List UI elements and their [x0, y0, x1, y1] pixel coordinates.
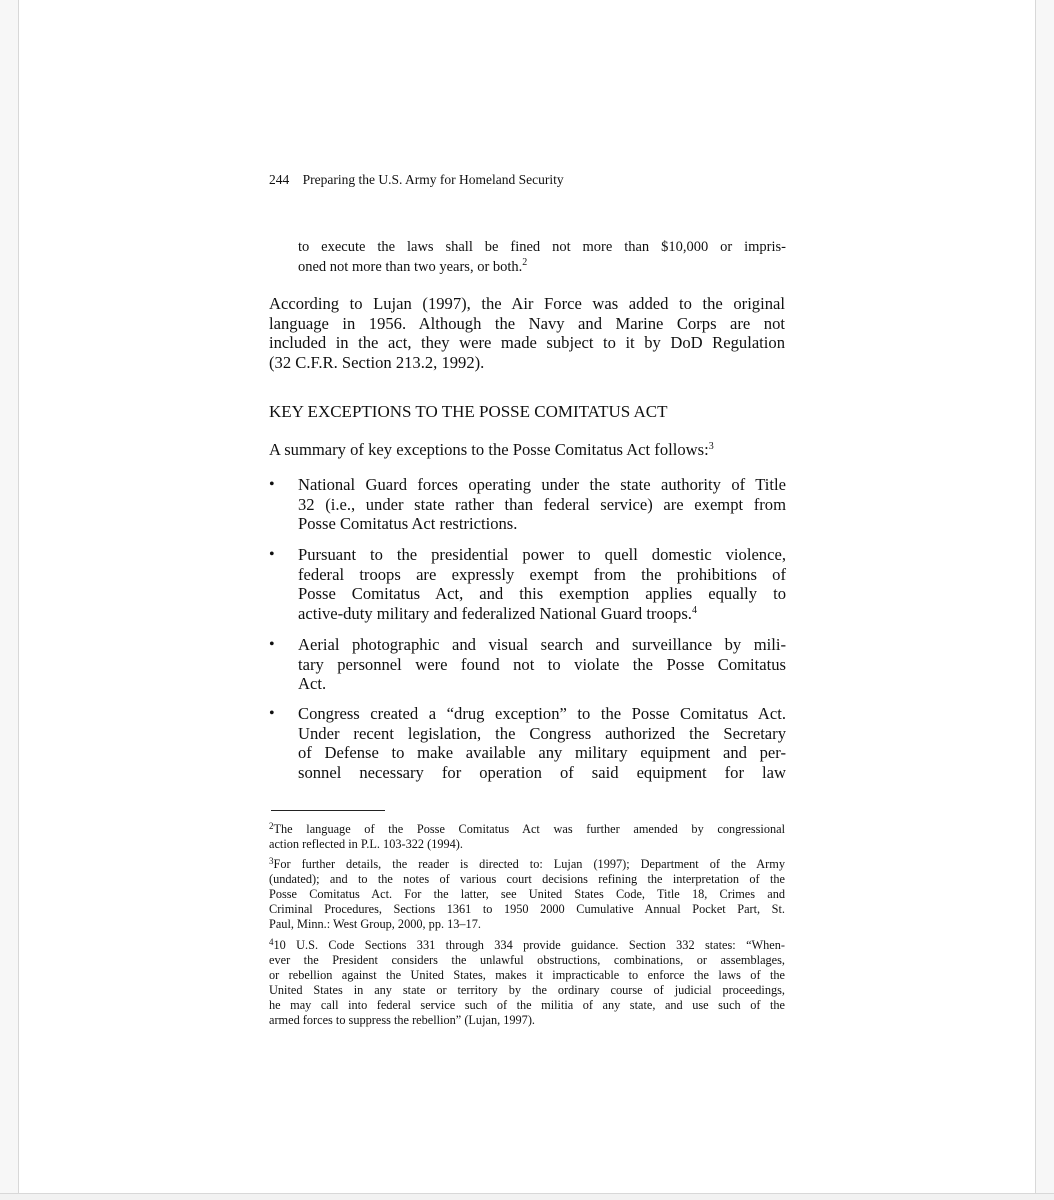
section-heading: KEY EXCEPTIONS TO THE POSSE COMITATUS ACT — [269, 402, 668, 421]
footnote-number: 4 — [269, 937, 274, 947]
paragraph-line: (32 C.F.R. Section 213.2, 1992). — [269, 352, 485, 372]
body-paragraph — [269, 294, 785, 372]
page-left-edge — [0, 0, 19, 1200]
book-title: Preparing the U.S. Army for Homeland Security — [302, 172, 564, 187]
footnote-ref: 4 — [691, 604, 697, 616]
footnote-ref: 3 — [708, 441, 714, 452]
footnote: $^4$10 U.S. Code Sections 331 through 334 provide guidance. Section 332 states: “When- ever the President considers the unlawful obstructions, combinations, or assemblages, or rebellion against the United States, makes it impracticable to enforce the laws of the United States in any state or territory by the ordinary course of judicial proceedings, he may call into federal service such of the militia of any state, and use such of the armed forces to suppress the rebellion” (Lujan, 1997). — [269, 937, 785, 1027]
bullet-dot: • — [269, 546, 275, 563]
paragraph-line: included in the act, they were made subject to it by DoD Regulation — [269, 333, 785, 353]
footnote-number: 3 — [269, 856, 274, 866]
paragraph-line: language in 1956. Although the Navy and Marine Corps are not — [269, 313, 785, 333]
page-number: 244 — [269, 172, 290, 187]
paragraph-line: According to Lujan (1997), the Air Force was added to the original — [269, 294, 785, 313]
footnote: $^2$The language of the Posse Comitatus Act was further amended by congressional action reflected in P.L. 103-322 (1994). — [269, 821, 785, 851]
intro-sentence: A summary of key exceptions to the Posse Comitatus Act follows:$^3$ — [269, 440, 714, 459]
footnote-rule — [271, 810, 385, 811]
bullet-text: Aerial photographic and visual search and surveillance by mili- tary personnel were found not to violate the Posse Comitatus Act. — [298, 635, 786, 694]
footnote-number: 2 — [269, 821, 274, 831]
bullet-dot: • — [269, 705, 275, 722]
block-quote — [298, 237, 786, 277]
bullet-text: Pursuant to the presidential power to quell domestic violence, federal troops are expressly exempt from the prohibitions of Posse Comitatus Act, and this exemption applies equally to active-duty military and federalized National Guard troops.$^4$ — [298, 545, 786, 623]
page-right-edge — [1035, 0, 1054, 1200]
bullet-dot: • — [269, 636, 275, 653]
footnote: $^3$For further details, the reader is directed to: Lujan (1997); Department of the Army (undated); and to the notes of various court decisions refining the interpretation of the Posse Comitatus Act. For the latter, see United States Code, Title 18, Crimes and Criminal Procedures, Sections 1361 to 1950 2000 Cumulative Annual Pocket Part, St. Paul, Minn.: West Group, 2000, pp. 13–17. — [269, 856, 785, 931]
bullet-dot: • — [269, 476, 275, 493]
footnote-ref: 2 — [522, 257, 528, 268]
quote-line: oned not more than two years, or both.$^2$ — [298, 257, 528, 275]
running-head — [269, 172, 564, 188]
bullet-text: Congress created a “drug exception” to the Posse Comitatus Act. Under recent legislation, the Congress authorized the Secretary of Defense to make available any military equipment and per- sonnel necessary for operation of said equipment for law — [298, 704, 786, 782]
bullet-text: National Guard forces operating under the state authority of Title 32 (i.e., under state rather than federal service) are exempt from Posse Comitatus Act restrictions. — [298, 475, 786, 534]
page-bottom-edge — [0, 1193, 1054, 1200]
quote-line: to execute the laws shall be fined not more than $10,000 or impris- — [298, 239, 786, 255]
